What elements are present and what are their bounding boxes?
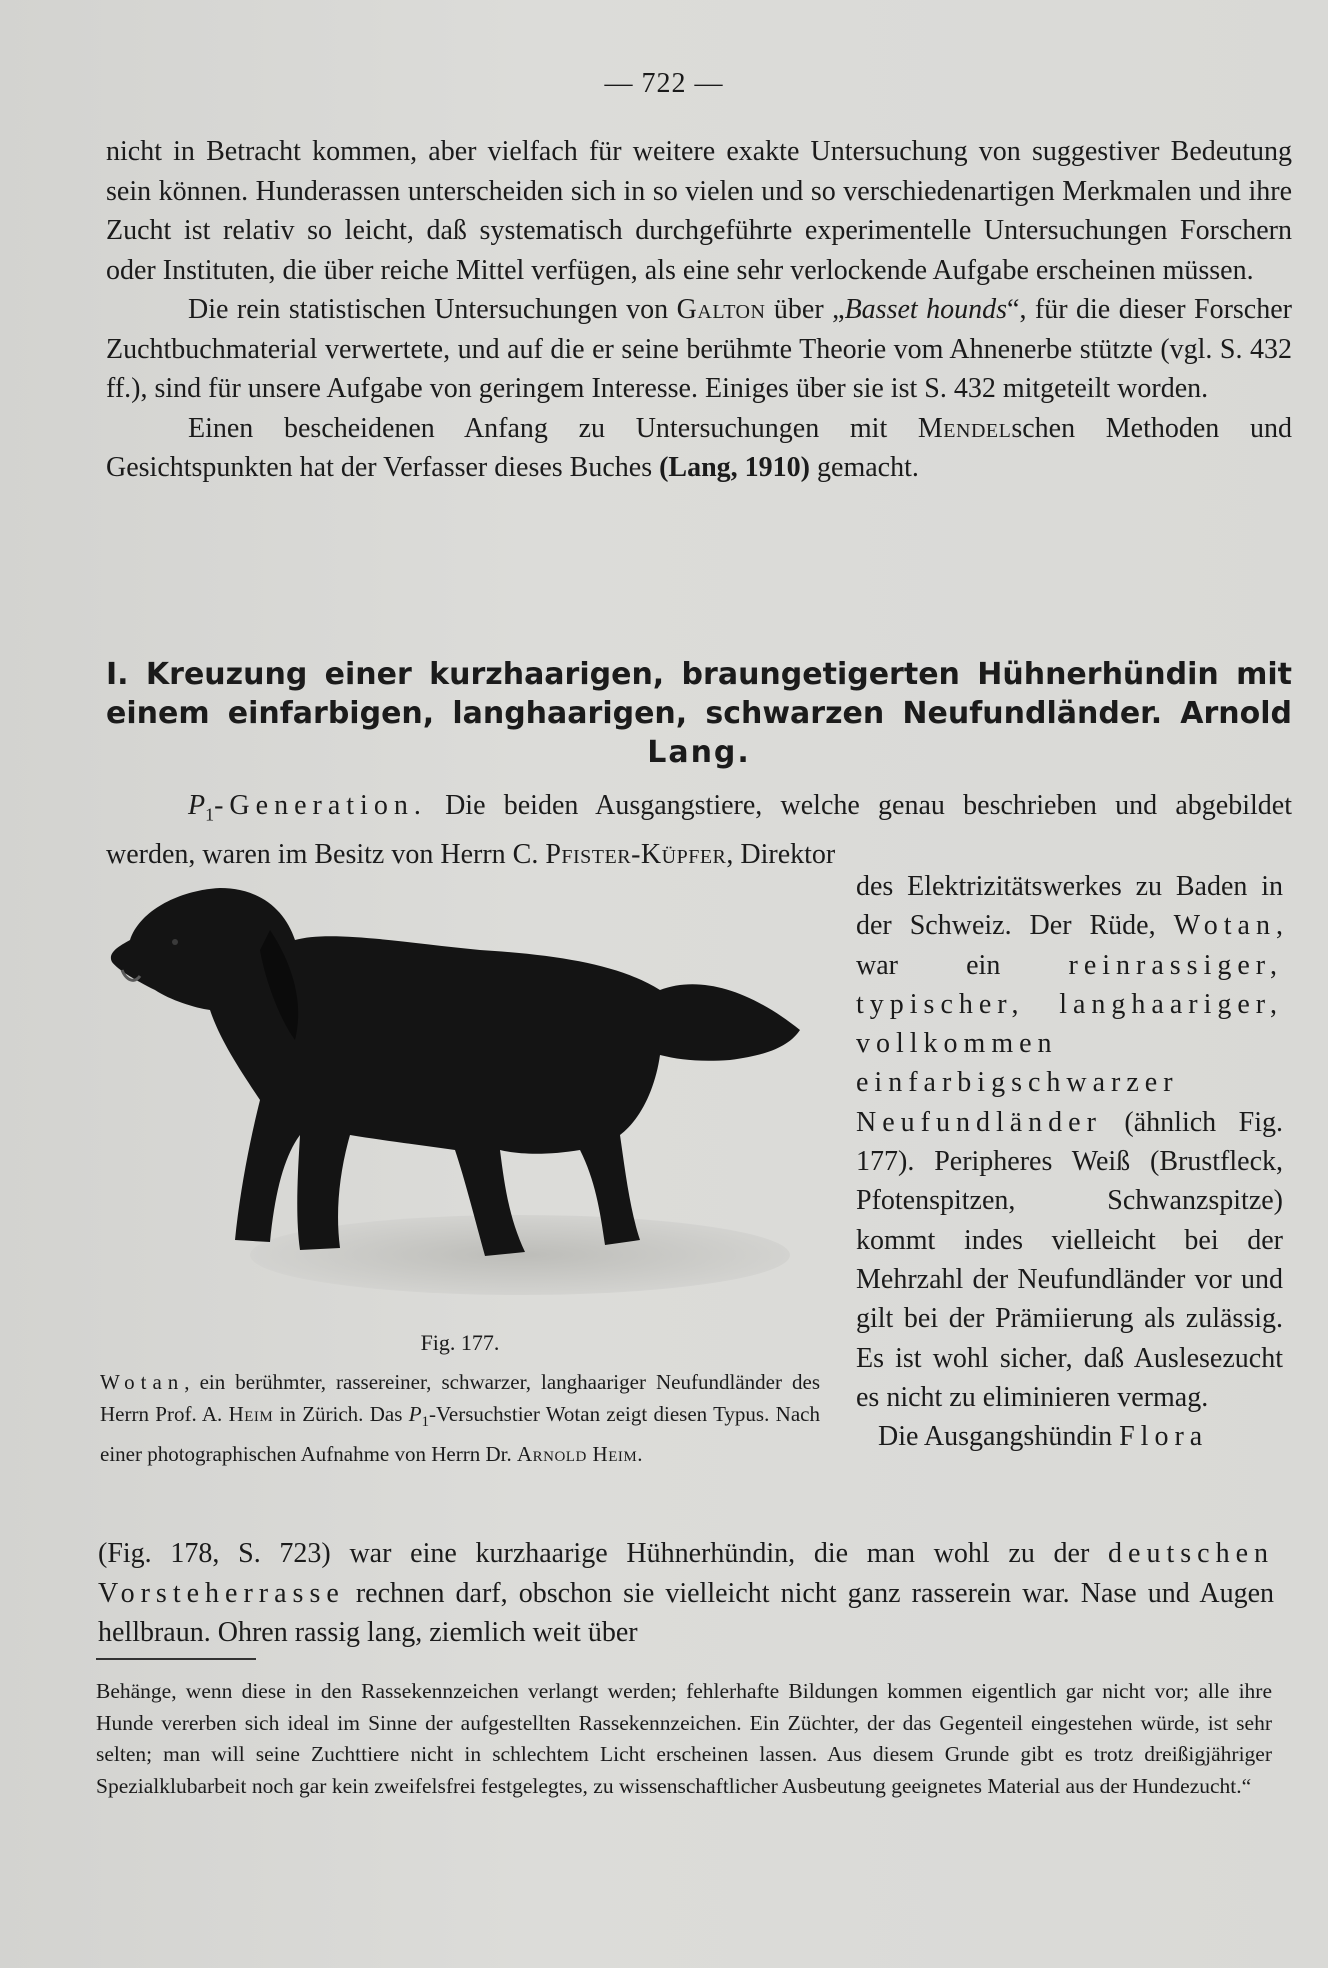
paragraph-4-text-b: , Direktor [726, 839, 836, 871]
owner-name: Pfister-Küpfer [545, 839, 727, 871]
side-text-d: Die Ausgangshündin [878, 1421, 1120, 1453]
side-column-text [856, 867, 1283, 1456]
section-heading-line-2: einem einfarbigen, langhaarigen, schwarzen Neufundländer. Arnold [106, 696, 1292, 731]
paragraph-3-text-c: gemacht. [810, 452, 919, 483]
caption-text-a: , ein berühmter, rassereiner, schwarzer, langhaariger Neufundländer des Herrn Prof. A. [100, 1370, 820, 1426]
caption-text-c: -Versuchstier Wotan zeigt diesen Typus. Nach einer photographischen Aufnahme von Herrn Dr. [100, 1402, 820, 1467]
paragraph-4 [106, 786, 1292, 875]
section-heading-line-1: I. Kreuzung einer kurzhaarigen, braungetigerten Hühnerhündin mit [106, 657, 1292, 692]
side-flora: Flora [1119, 1421, 1209, 1453]
paragraph-3-text-b: schen Methoden und Gesichtspunkten hat der Verfasser dieses Buches [106, 412, 1292, 483]
dog-silhouette [111, 888, 800, 1256]
caption-text-b: in Zürich. Das [273, 1402, 409, 1426]
paragraph-3 [106, 409, 1292, 488]
intro-text [106, 132, 1292, 488]
generation-p-symbol: P [188, 790, 206, 821]
paragraph-4-text-a: Die beiden Ausgangstiere, welche genau beschrieben und abgebildet werden, waren im Besitz von Herrn C. [106, 790, 1292, 871]
caption-text-d: . [637, 1442, 643, 1467]
side-text-c: (ähnlich Fig. 177). Peripheres Weiß (Brustfleck, Pfotenspitzen, Schwanzspitze) kommt indes vielleicht bei der Mehrzahl der Neufundländer vor und gilt bei der Prämiierung als zulässig. Es ist wohl sicher, daß Auslesezucht es nicht zu eliminieren vermag. [856, 1106, 1283, 1413]
generation-label: -Generation. [214, 790, 427, 821]
author-mendel: Mendel [917, 412, 1012, 444]
footnote-divider [96, 1658, 256, 1660]
paragraph-3-text-a: Einen bescheidenen Anfang zu Untersuchungen mit [188, 412, 918, 444]
continuation-text-a: (Fig. 178, S. 723) war eine kurzhaarige Hühnerhündin, die man wohl zu der [98, 1538, 1109, 1569]
dog-eye [172, 939, 178, 945]
caption-name: Wotan [100, 1370, 185, 1394]
figure-177-newfoundland-image [100, 870, 820, 1320]
side-text-a: des Elektrizitätswerkes zu Baden in der Schweiz. Der Rüde, [856, 871, 1283, 942]
caption-heim: Heim [228, 1402, 274, 1426]
page-number: — 722 — [604, 68, 724, 99]
caption-subscript: 1 [421, 1414, 430, 1431]
section-heading-line-3: Lang. [647, 735, 751, 770]
side-breed-description: reinrassiger, typischer, langhaariger, vollkommen einfarbigschwarzer Neufundländer [856, 949, 1283, 1138]
basset-hounds-term: Basset hounds [844, 294, 1008, 325]
citation-lang-1910: (Lang, 1910) [659, 452, 811, 483]
side-wotan: Wotan [1173, 910, 1276, 942]
continuation-breed: deutschen Vorsteherrasse [98, 1538, 1274, 1609]
side-text-b: , war ein [856, 910, 1283, 981]
figure-label: Fig. 177. [420, 1330, 500, 1355]
continuation-paragraph [98, 1534, 1274, 1653]
footnote: Behänge, wenn diese in den Rassekennzeichen verlangt werden; fehlerhafte Bildungen kommen eigentlich gar nicht vor; alle ihre Hunde vererben sich ideal im Sinne der aufgestellten Rassekennzeichen. Ein Züchter, der das Gegenteil eingestehen würde, ist sehr selten; man will seine Zuchttiere nicht in schlechtem Licht erscheinen lassen. Aus diesem Grunde gibt es trotz dreißigjähriger Spezialklubarbeit noch gar kein zweifelsfrei festgelegtes, zu wissenschaftlicher Ausbeutung geeignetes Material aus der Hundezucht.“ [96, 1679, 1272, 1798]
paragraph-2-text-b: über „ [765, 294, 845, 325]
generation-paragraph [106, 786, 1292, 875]
figure-caption [100, 1366, 820, 1470]
paragraph-2-text-c: “, für die dieser Forscher Zuchtbuchmaterial verwertete, und auf die er seine berühmte Theorie vom Ahnenerbe stützte (vgl. S. 432 ff.), sind für unsere Aufgabe von geringem Interesse. Einiges über sie ist S. 432 mitgeteilt worden. [106, 294, 1292, 404]
continuation-text [98, 1534, 1274, 1653]
paragraph-1: nicht in Betracht kommen, aber vielfach für weitere exakte Untersuchung von suggestiver Bedeutung sein können. Hunderassen unterscheiden sich in so vielen und so verschiedenartigen Merkmalen und ihre Zucht ist relativ so leicht, daß systematisch durchgeführte experimentelle Untersuchungen Forschern oder Instituten, die über reiche Mittel verfügen, als eine sehr verlockende Aufgabe erscheinen müssen. [106, 136, 1292, 286]
continuation-text-b: rechnen darf, obschon sie vielleicht nicht ganz rasserein war. Nase und Augen hellbraun. Ohren rassig lang, ziemlich weit über [98, 1577, 1274, 1648]
caption-arnold-heim: Arnold Heim [516, 1442, 638, 1467]
generation-subscript: 1 [205, 804, 215, 825]
paragraph-2 [106, 290, 1292, 409]
paragraph-2-text-a: Die rein statistischen Untersuchungen von [188, 294, 677, 325]
side-paragraph [856, 867, 1283, 1417]
section-heading [106, 655, 1292, 772]
side-paragraph-flora [856, 1417, 1283, 1456]
author-galton: Galton [676, 294, 766, 325]
caption-p-symbol: P [408, 1402, 422, 1426]
